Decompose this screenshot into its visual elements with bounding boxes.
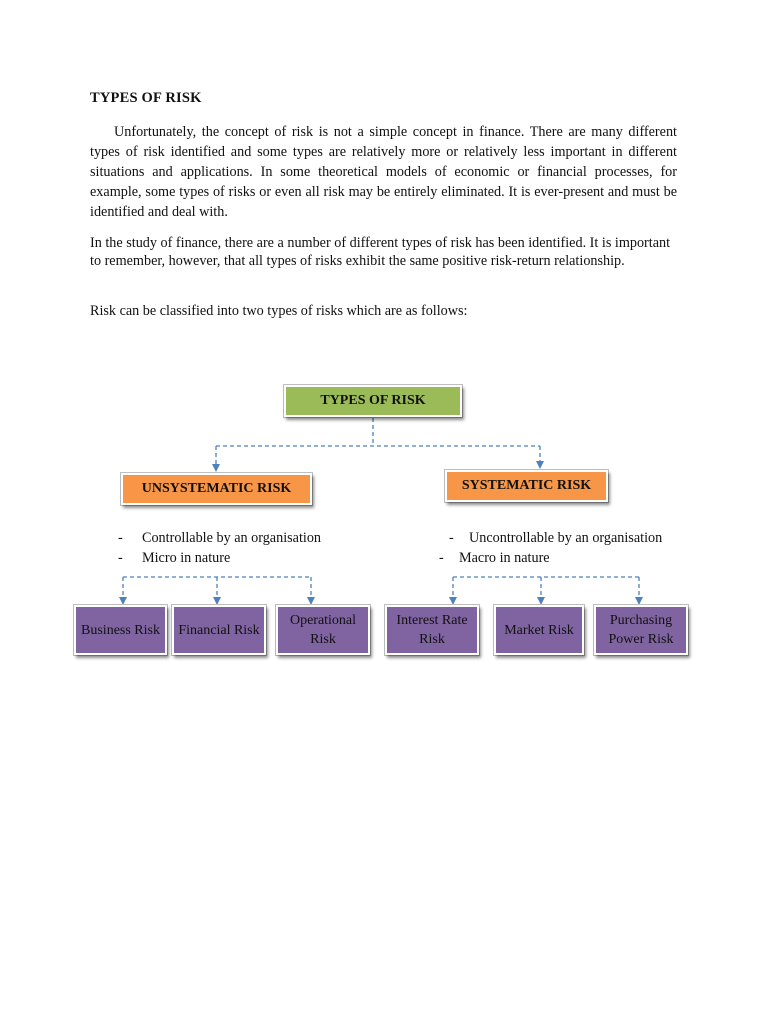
bullet-controllable: Controllable by an organisation [142, 530, 322, 546]
paragraph-classification: Risk can be classified into two types of risks which are as follows: [90, 303, 468, 319]
bullet-dash: - [449, 530, 454, 546]
node-operational-risk: Operational Risk [276, 605, 370, 655]
root-node-types-of-risk: TYPES OF RISK [284, 385, 462, 417]
node-financial-risk: Financial Risk [172, 605, 266, 655]
bullet-dash: - [439, 550, 444, 566]
node-interest-rate-risk: Interest Rate Risk [385, 605, 479, 655]
node-unsystematic-risk: UNSYSTEMATIC RISK [121, 473, 312, 505]
node-systematic-risk: SYSTEMATIC RISK [445, 470, 608, 502]
bullet-dash: - [118, 530, 123, 546]
node-purchasing-power-risk: Purchasing Power Risk [594, 605, 688, 655]
node-business-risk: Business Risk [74, 605, 167, 655]
node-market-risk: Market Risk [494, 605, 584, 655]
paragraph-intro: Unfortunately, the concept of risk is not a simple concept in finance. There are many different types of risk identified and some types are relatively more or relatively less important in different situations and applications. In some theoretical models of economic or financial processes, for example, some types of risks or even all risk may be entirely eliminated. It is ever-present and must be identified and deal with. [90, 124, 677, 220]
bullet-uncontrollable: Uncontrollable by an organisation [469, 530, 663, 546]
bullet-micro: Micro in nature [142, 550, 231, 566]
bullet-macro: Macro in nature [459, 550, 550, 566]
document-heading: TYPES OF RISK [90, 90, 202, 106]
bullet-dash: - [118, 550, 123, 566]
paragraph-study: In the study of finance, there are a number of different types of risk has been identified. It is important to remember, however, that all types of risks exhibit the same positive risk-return relationship. [90, 235, 671, 269]
